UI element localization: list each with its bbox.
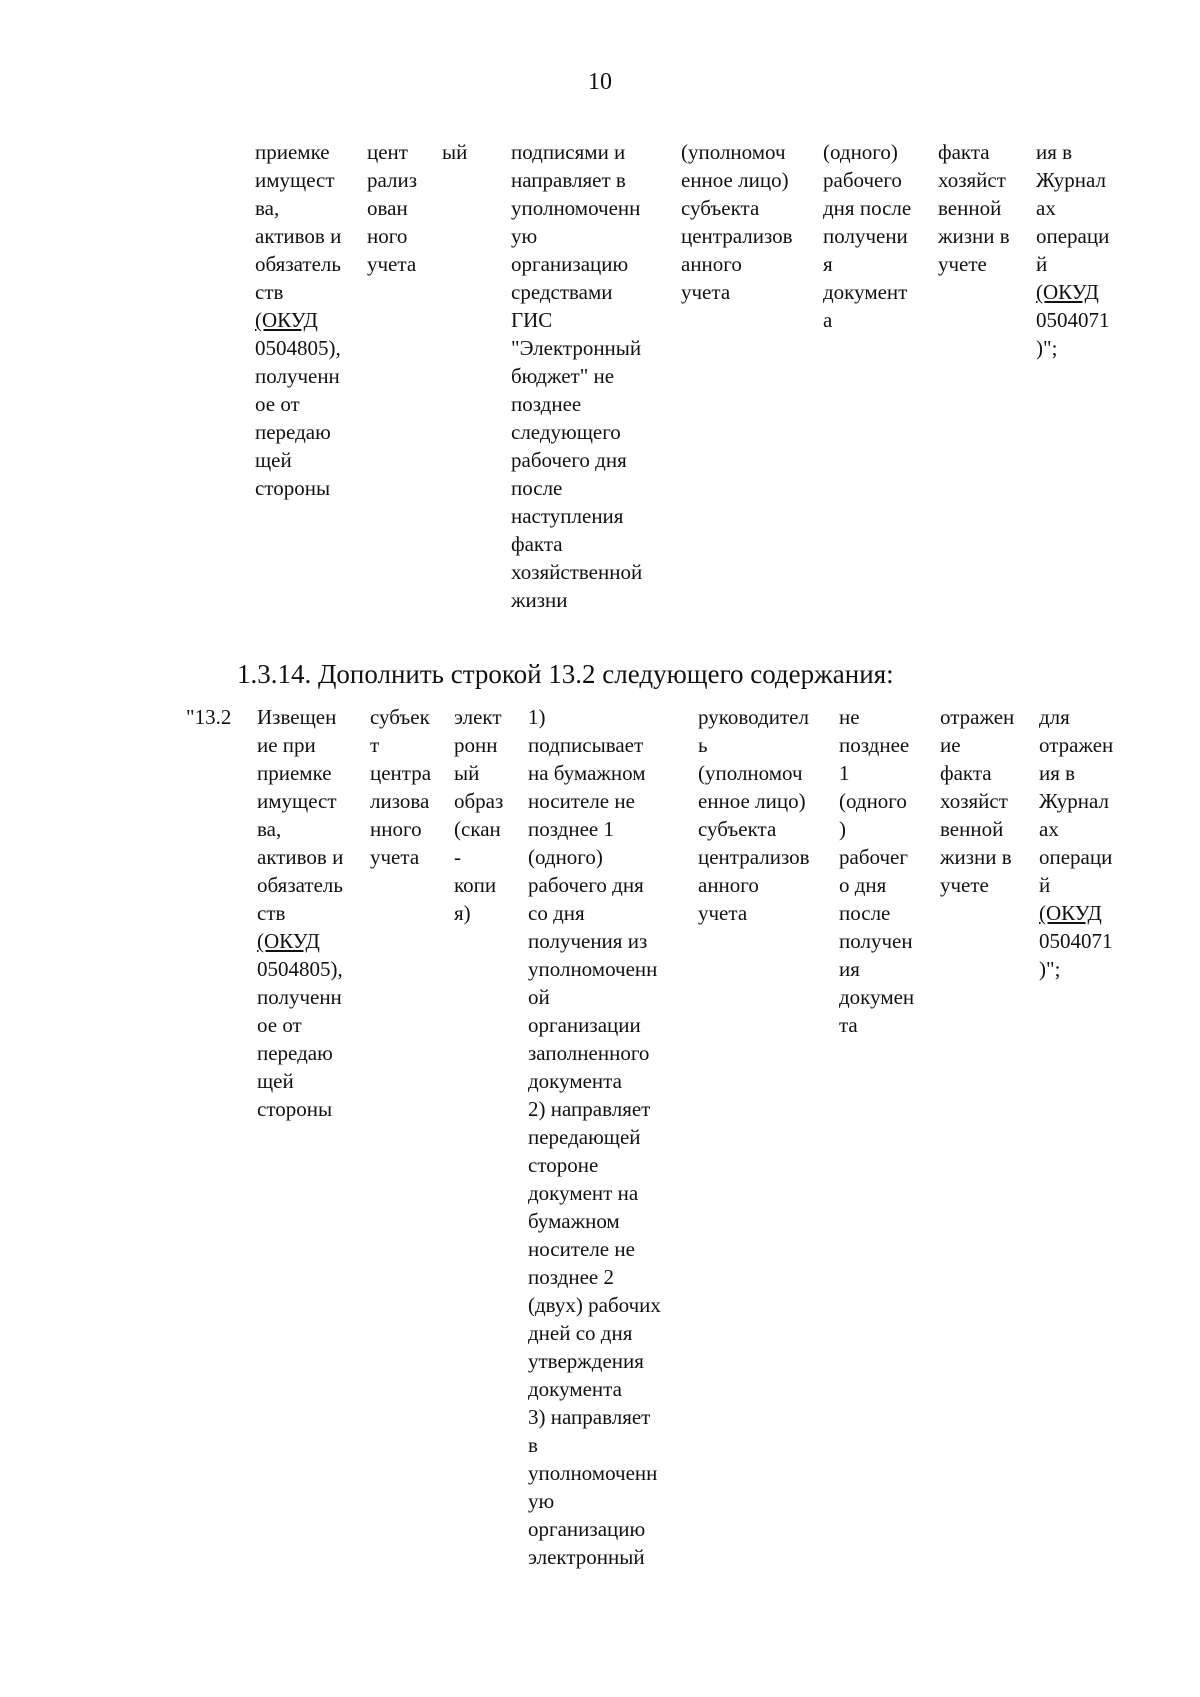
cell-text: для отражен ия в Журнал ах операци й <box>1039 705 1114 897</box>
table-cell-purpose: отражен ие факта хозяйст венной жизни в учете <box>940 705 1015 897</box>
section-heading: 1.3.14. Дополнить строкой 13.2 следующего содержания: <box>237 659 894 689</box>
cell-text: 0504071 )"; <box>1039 929 1113 981</box>
cell-text: приемке имущест ва, активов и обязатель ств <box>255 140 342 304</box>
table-cell-document-name <box>257 703 343 1123</box>
table-cell-row-number: "13.2 <box>186 705 232 729</box>
table-cell-deadline: не позднее 1 (одного ) рабочег о дня после получен ия докумен та <box>839 705 915 1037</box>
table-cell-journal <box>1036 138 1110 362</box>
table-cell-deadline: (одного) рабочего дня после получени я документ а <box>823 140 912 332</box>
cell-text: 0504805), полученн ое от передаю щей стороны <box>255 336 341 500</box>
table-cell-document-name <box>255 138 341 502</box>
cell-text: 0504805), полученн ое от передаю щей стороны <box>257 957 343 1121</box>
table-cell-subject: субъек т центра лизова нного учета <box>370 705 432 869</box>
okud-label: (ОКУД <box>1036 280 1099 304</box>
cell-text: 0504071 )"; <box>1036 308 1110 360</box>
table-cell-form: ый <box>442 140 468 164</box>
table-cell-purpose: факта хозяйст венной жизни в учете <box>938 140 1010 276</box>
table-cell-responsible: (уполномоч енное лицо) субъекта централизов анного учета <box>681 140 793 304</box>
okud-label: (ОКУД <box>1039 901 1102 925</box>
okud-label: (ОКУД <box>255 308 318 332</box>
table-cell-journal <box>1039 703 1113 983</box>
table-cell-procedure: 1) подписывает на бумажном носителе не позднее 1 (одного) рабочего дня со дня получения из уполномоченн ой организации заполненного документа 2) направляет передающей стороне документ на бумажном носителе не позднее 2 (двух) рабочих дней со дня утверждения документа 3) направляет в уполномоченн ую организацию электронный <box>528 705 661 1569</box>
table-cell-subject: цент рализ ован ного учета <box>367 140 418 276</box>
cell-text: Извещен ие при приемке имущест ва, активов и обязатель ств <box>257 705 344 925</box>
table-cell-form: элект ронн ый образ (скан - копи я) <box>454 705 504 925</box>
table-cell-responsible: руководител ь (уполномоч енное лицо) субъекта централизов анного учета <box>698 705 810 925</box>
okud-label: (ОКУД <box>257 929 320 953</box>
page-number: 10 <box>588 69 612 95</box>
cell-text: ия в Журнал ах операци й <box>1036 140 1110 276</box>
table-cell-procedure: подписями и направляет в уполномоченн ую организацию средствами ГИС "Электронный бюджет" не позднее следующего рабочего дня после наступления факта хозяйственной жизни <box>511 140 643 612</box>
